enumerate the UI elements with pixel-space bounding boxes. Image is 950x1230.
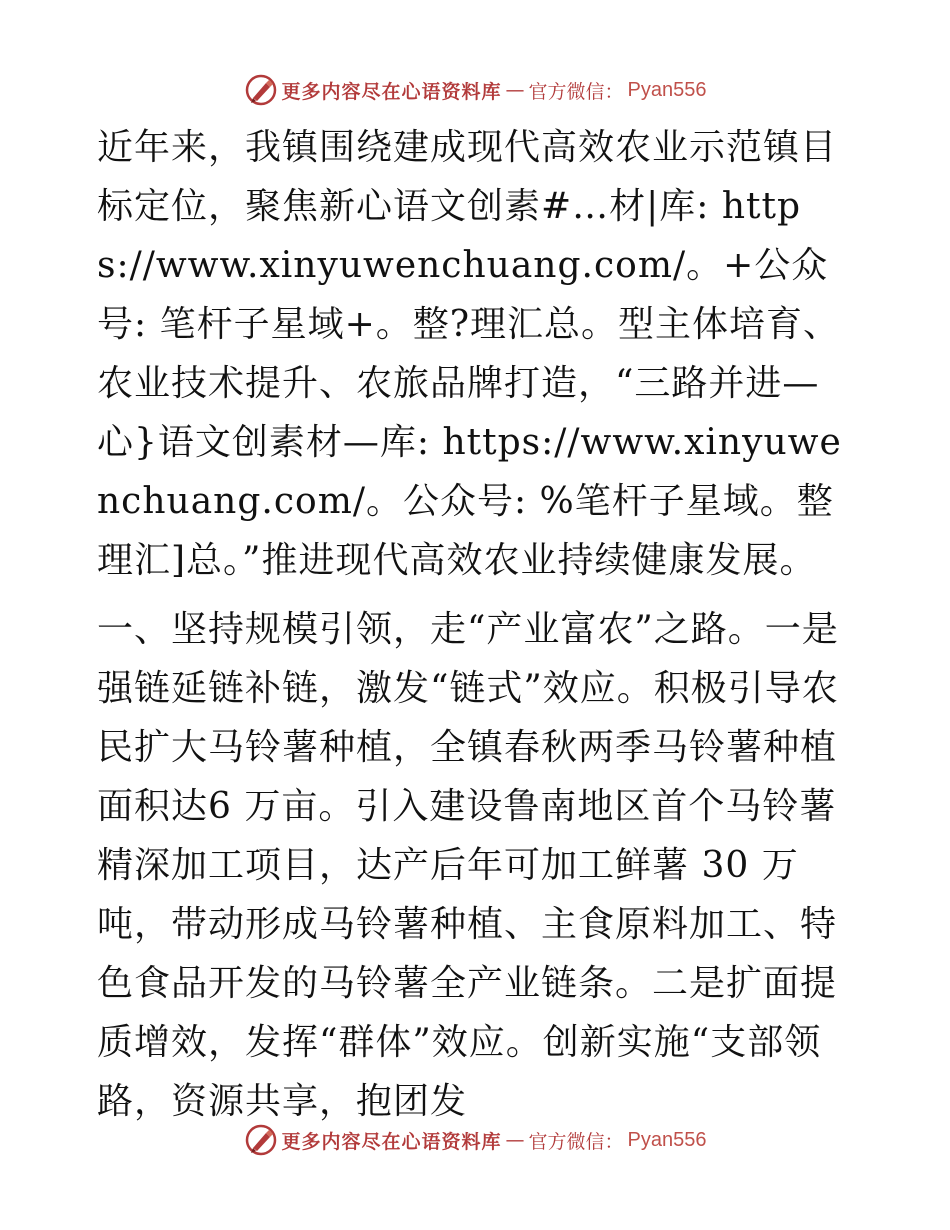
header-banner bbox=[0, 70, 950, 110]
header-banner-inner bbox=[244, 73, 707, 107]
pen-nib-logo-icon bbox=[244, 73, 278, 107]
footer-wechat-id: Pyan556 bbox=[627, 1128, 707, 1151]
paragraph-section-one: 一、坚持规模引领，走“产业富农”之路。一是强链延链补链，激发“链式”效应。积极引导农民扩大马铃薯种植，全镇春秋两季马铃薯种植面积达6 万亩。引入建设鲁南地区首个马铃薯精深加工项目，达产后年可加工鲜薯 30 万吨，带动形成马铃薯种植、主食原料加工、特色食品开发的马铃薯全产业链条。二是扩面提质增效，发挥“群体”效应。创新实施“支部领路，资源共享，抱团发 bbox=[97, 609, 839, 1122]
document-body bbox=[97, 118, 857, 1131]
header-brand-text: 更多内容尽在心语资料库 bbox=[281, 80, 502, 103]
paragraph-intro: 近年来，我镇围绕建成现代高效农业示范镇目标定位，聚焦新心语文创素#…材|库: https://www.xinyuwenchuang.com/。+公众号: 笔杆子星域+。整?理汇总。型主体培育、农业技术提升、农旅品牌打造，“三路并进—心}语文创素材—库: https://www.xinyuwenchuang.com/。公众号: %笔杆子星域。整理汇]总。”推进现代高效农业持续健康发展。 bbox=[97, 127, 842, 581]
pen-nib-logo-icon bbox=[244, 1123, 278, 1157]
footer-banner-inner bbox=[244, 1123, 707, 1157]
footer-dash: — bbox=[505, 1129, 525, 1151]
header-wechat-label: 官方微信： bbox=[528, 80, 624, 103]
footer-brand-text: 更多内容尽在心语资料库 bbox=[281, 1130, 502, 1153]
header-dash: — bbox=[505, 79, 525, 101]
footer-wechat-label: 官方微信： bbox=[528, 1130, 624, 1153]
footer-banner bbox=[0, 1120, 950, 1160]
header-wechat-id: Pyan556 bbox=[627, 78, 707, 101]
